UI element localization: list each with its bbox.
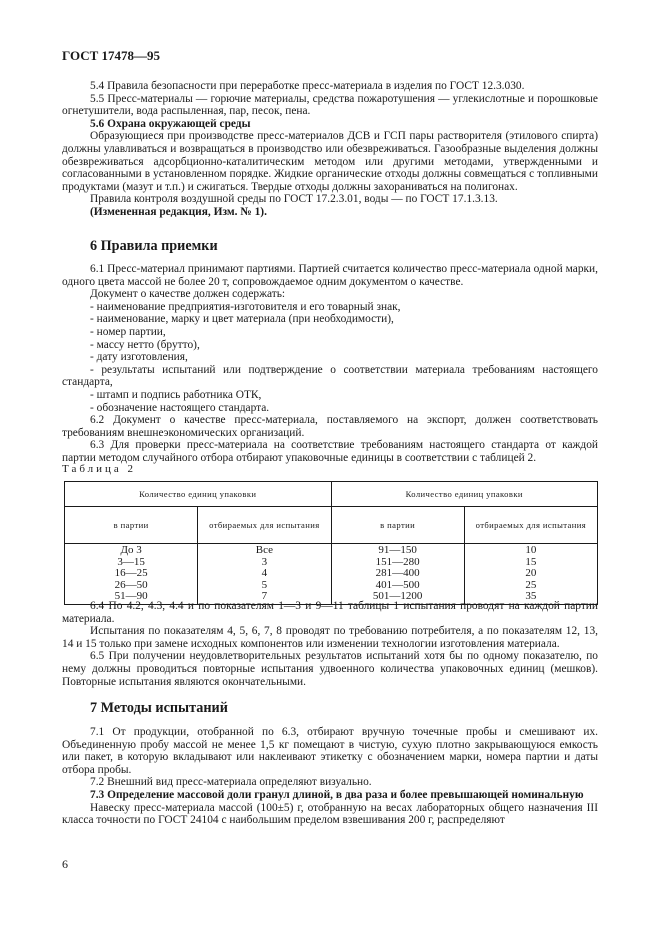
section6-continued	[62, 600, 598, 688]
list-item: - номер партии,	[90, 325, 166, 338]
list-item: - штамп и подпись работника ОТК,	[90, 388, 262, 401]
table-cell-value: 7	[261, 590, 268, 603]
table-caption: Таблица 2	[62, 463, 137, 475]
table-cell-value: 20	[525, 567, 537, 580]
quality-doc-intro: Документ о качестве должен содержать:	[90, 288, 286, 301]
list-item: - результаты испытаний или подтверждение о соответствии материала требованиям настоящего стандарта,	[62, 363, 598, 389]
table-cell-value: 3	[261, 555, 268, 568]
section7-body	[62, 726, 598, 827]
section6-heading: 6 Правила приемки	[90, 238, 218, 254]
left-batch-cell	[65, 544, 198, 605]
section7-heading: 7 Методы испытаний	[90, 700, 228, 716]
paragraph-6-1: 6.1 Пресс-материал принимают партиями. Партией считается количество пресс-материала одной марки, одного цвета массой не более 20 т, сопровождаемое одним документом о качестве.	[62, 263, 598, 288]
col-header-in-batch: в партии	[331, 507, 464, 544]
paragraph-5-6: Образующиеся при производстве пресс-материалов ДСВ и ГСП пары растворителя (этилового спирта) должны улавливаться и возвращаться в производство или обезвреживаться. Газообразные выделения должны обезвреживаться адсорбционно-каталитическим методом или другими методами, утвержденными и согласованными в установленном порядке. Жидкие органические отходы должны совмещаться с топливными продуктами (мазут и т.п.) и сжигаться. Твердые отходы должны захораниваться на полигонах.	[62, 130, 598, 193]
left-sampled-cell	[198, 544, 331, 605]
table-2	[64, 481, 598, 605]
section6-body	[62, 263, 598, 465]
table-cell-value: 4	[261, 567, 268, 580]
list-item: - наименование, марку и цвет материала (при необходимости),	[90, 313, 394, 326]
table-cell-value: 25	[525, 578, 537, 591]
table-cell-value: 16—25	[114, 567, 148, 580]
table-cell-value: 5	[261, 578, 268, 591]
paragraph-6-4: 6.4 По 4.2, 4.3, 4.4 и по показателям 1—3 и 9—11 таблицы 1 испытания проводят на каждой партии материала.	[62, 600, 598, 625]
group-header-right: Количество единиц упаковки	[331, 482, 598, 507]
section5-continued	[62, 80, 598, 219]
table-cell-value: 51—90	[114, 590, 148, 603]
paragraph-5-6-rules: Правила контроля воздушной среды по ГОСТ 17.2.3.01, воды — по ГОСТ 17.1.3.13.	[90, 193, 498, 206]
table-cell-value: 26—50	[114, 578, 148, 591]
table-cell-value: 401—500	[375, 578, 420, 591]
paragraph-6-5: 6.5 При получении неудовлетворительных результатов испытаний хотя бы по одному показателю, по нему должны проводиться повторные испытания удвоенного количества упаковочных единиц (мешков). Повторные испытания являются окончательными.	[62, 650, 598, 688]
amendment-note: (Измененная редакция, Изм. № 1).	[90, 205, 267, 218]
page-number: 6	[62, 857, 68, 871]
paragraph-7-3: Навеску пресс-материала массой (100±5) г, отобранную на весах лабораторных общего назначения III класса точности по ГОСТ 24104 с наибольшим пределом взвешивания 200 г, распределяют	[62, 801, 598, 827]
table-cell-value: 501—1200	[372, 590, 423, 603]
col-header-sampled: отбираемых для испытания	[198, 507, 331, 544]
table-cell-value: 281—400	[375, 567, 420, 580]
paragraph-7-1: 7.1 От продукции, отобранной по 6.3, отбирают вручную точечные пробы и смешивают их. Объединенную пробу массой не менее 1,5 кг помещают в чистую, сухую плотно закрывающуюся емкость или пакет, в которую вкладывают или наклеивают этикетку с обозначением марки, номера партии и даты отбора пробы.	[62, 726, 598, 776]
group-header-left: Количество единиц упаковки	[65, 482, 332, 507]
list-item: - массу нетто (брутто),	[90, 338, 200, 351]
paragraph-7-2: 7.2 Внешний вид пресс-материала определяют визуально.	[90, 776, 372, 789]
right-sampled-cell	[464, 544, 597, 605]
table-cell-value: До 3	[120, 544, 142, 556]
paragraph-6-3: 6.3 Для проверки пресс-материала на соответствие требованиям настоящего стандарта от каждой партии методом случайного отбора отбирают упаковочные единицы в соответствии с таблицей 2.	[62, 439, 598, 464]
running-header: ГОСТ 17478—95	[62, 48, 161, 63]
table-cell-value: 151—280	[375, 555, 420, 568]
right-batch-cell	[331, 544, 464, 605]
paragraph-5-5: 5.5 Пресс-материалы — горючие материалы, средства пожаротушения — углекислотные и порошковые огнетушители, вода распыленная, пар, песок, пена.	[62, 92, 598, 118]
table-row	[65, 544, 598, 605]
col-header-sampled: отбираемых для испытания	[464, 507, 597, 544]
subsection-5-6-title: 5.6 Охрана окружающей среды	[90, 117, 251, 130]
col-header-in-batch: в партии	[65, 507, 198, 544]
paragraph-6-4-b: Испытания по показателям 4, 5, 6, 7, 8 проводят по требованию потребителя, а по показателям 12, 13, 14 и 15 только при замене исходных компонентов или изменении технологии изготовления материала.	[62, 625, 598, 650]
paragraph-6-2: 6.2 Документ о качестве пресс-материала, поставляемого на экспорт, должен соответствовать требованиям внешнеэкономических организаций.	[62, 414, 598, 439]
table-cell-value: 35	[525, 590, 537, 603]
list-item: - обозначение настоящего стандарта.	[90, 401, 270, 414]
list-item: - дату изготовления,	[90, 351, 188, 364]
subsection-7-3-title: 7.3 Определение массовой доли гранул длиной, в два раза и более превышающей номинальную	[90, 788, 584, 801]
paragraph-5-4: 5.4 Правила безопасности при переработке пресс-материала в изделия по ГОСТ 12.3.030.	[90, 80, 525, 92]
table-cell-value: 91—150	[378, 544, 417, 556]
table-cell-value: 3—15	[117, 555, 145, 568]
table-cell-value: 15	[525, 555, 537, 568]
list-item: - наименование предприятия-изготовителя и его товарный знак,	[90, 300, 401, 313]
table-cell-value: Все	[255, 544, 273, 556]
table-cell-value: 10	[525, 544, 537, 556]
